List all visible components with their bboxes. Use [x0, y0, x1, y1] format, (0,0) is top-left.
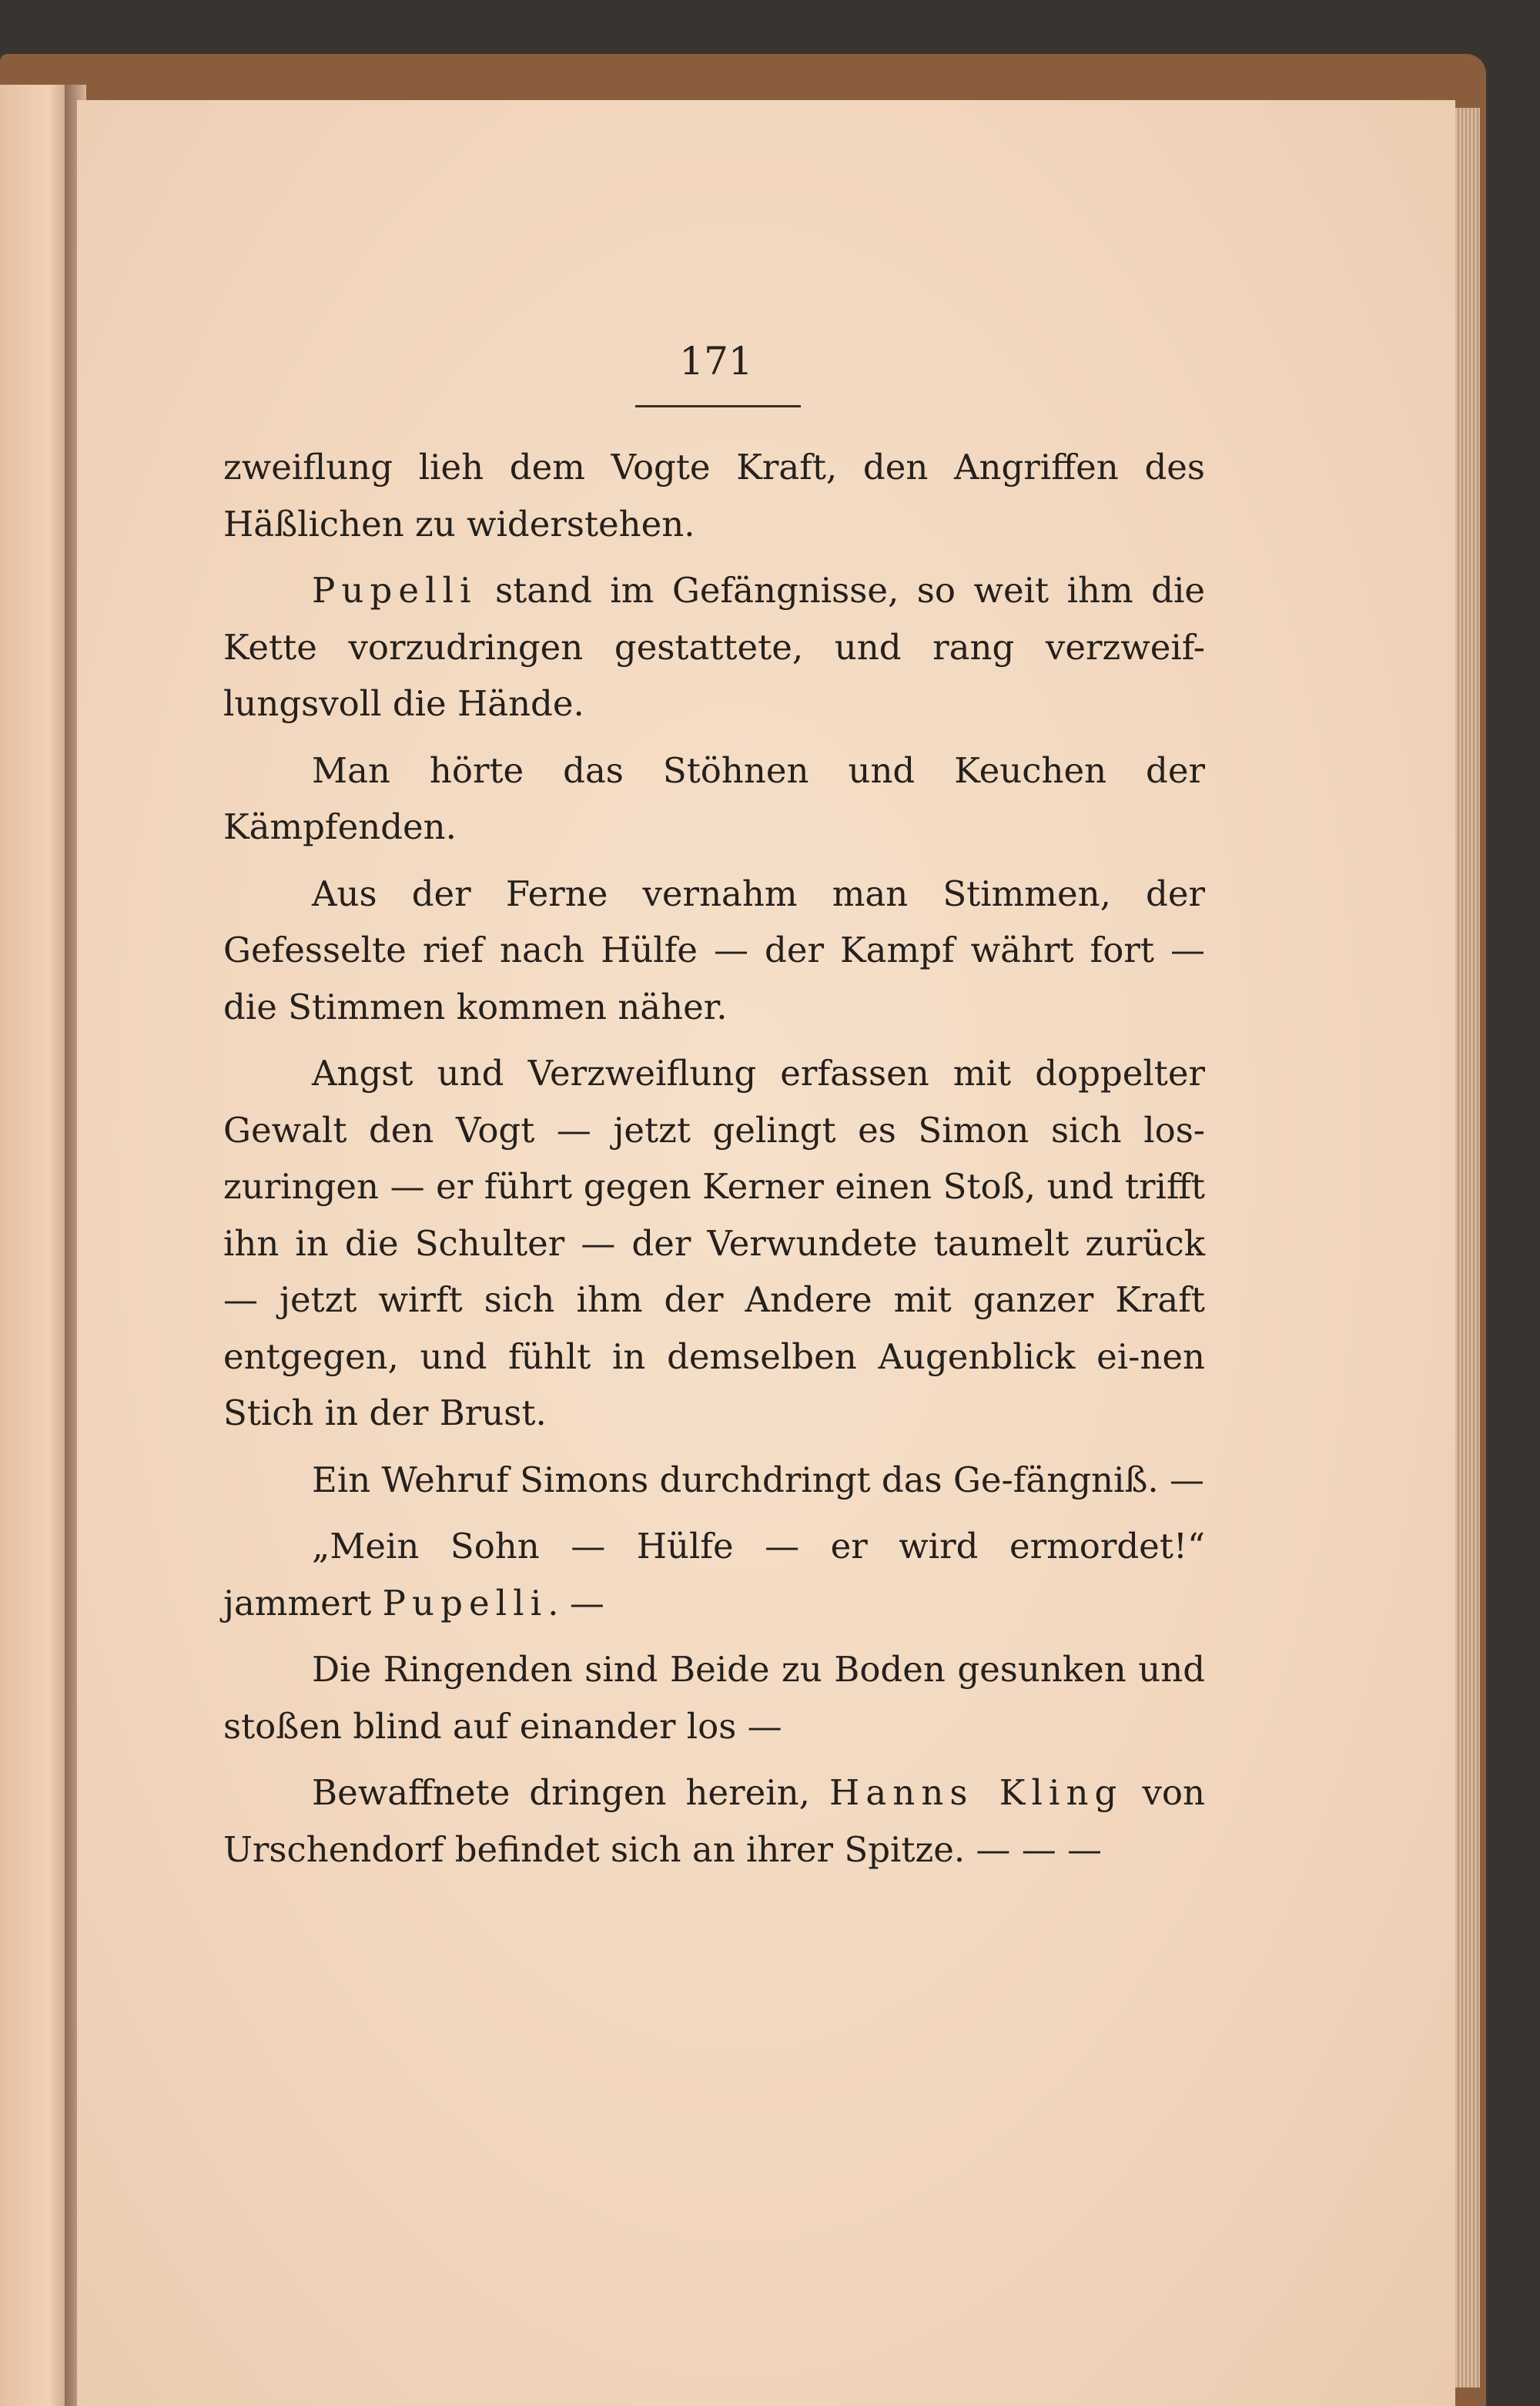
paragraph-text: Man hörte das Stöhnen und Keuchen der Kämpfenden.: [223, 749, 1205, 847]
paragraph: [223, 1045, 1205, 1442]
paragraph: [223, 866, 1205, 1036]
character-name: Hanns Kling: [829, 1772, 1123, 1813]
character-name: Pupelli: [382, 1582, 548, 1624]
paragraph-text: Ein Wehruf Simons durchdringt das Ge-fängniß. —: [312, 1459, 1205, 1500]
character-name: Pupelli: [312, 570, 477, 611]
paragraph-text: Aus der Ferne vernahm man Stimmen, der Gefesselte rief nach Hülfe — der Kampf währt fort — die Stimmen kommen näher.: [223, 873, 1205, 1027]
paragraph: [223, 562, 1205, 732]
paragraph-text: „Mein Sohn — Hülfe — er wird ermordet!“ jammert: [223, 1526, 1205, 1624]
paragraph-text: stand im Gefängnisse, so weit ihm die Kette vorzudringen gestattete, und rang verzweif-lungsvoll die Hände.: [223, 570, 1205, 724]
paragraph: [223, 742, 1205, 856]
page-number: 171: [679, 339, 753, 384]
facing-page: [0, 85, 69, 2406]
paragraph-text: von Urschendorf befindet sich an ihrer Spitze. — — —: [223, 1772, 1205, 1870]
paragraph-text: zweiflung lieh dem Vogte Kraft, den Angriffen des Häßlichen zu widerstehen.: [223, 447, 1205, 545]
paragraph: [223, 1641, 1205, 1754]
paragraph-text: Die Ringenden sind Beide zu Boden gesunken und stoßen blind auf einander los —: [223, 1649, 1205, 1747]
body-text: [223, 439, 1205, 1888]
paragraph-text: Angst und Verzweiflung erfassen mit doppelter Gewalt den Vogt — jetzt gelingt es Simon sich los-zuringen — er führt gegen Kerner einen Stoß, und trifft ihn in die Schulter — der Verwundete taumelt zurück — jetzt wirft sich ihm der Andere mit ganzer Kraft entgegen, und fühlt in demselben Augenblick ei-nen Stich in der Brust.: [223, 1053, 1205, 1433]
paragraph-text: . —: [547, 1582, 604, 1624]
paragraph: [223, 1452, 1205, 1509]
paragraph: [223, 1518, 1205, 1631]
paragraph-text: Bewaffnete dringen herein,: [312, 1772, 829, 1813]
paragraph: [223, 1764, 1205, 1878]
page-number-rule: [635, 405, 801, 407]
paragraph: [223, 439, 1205, 552]
